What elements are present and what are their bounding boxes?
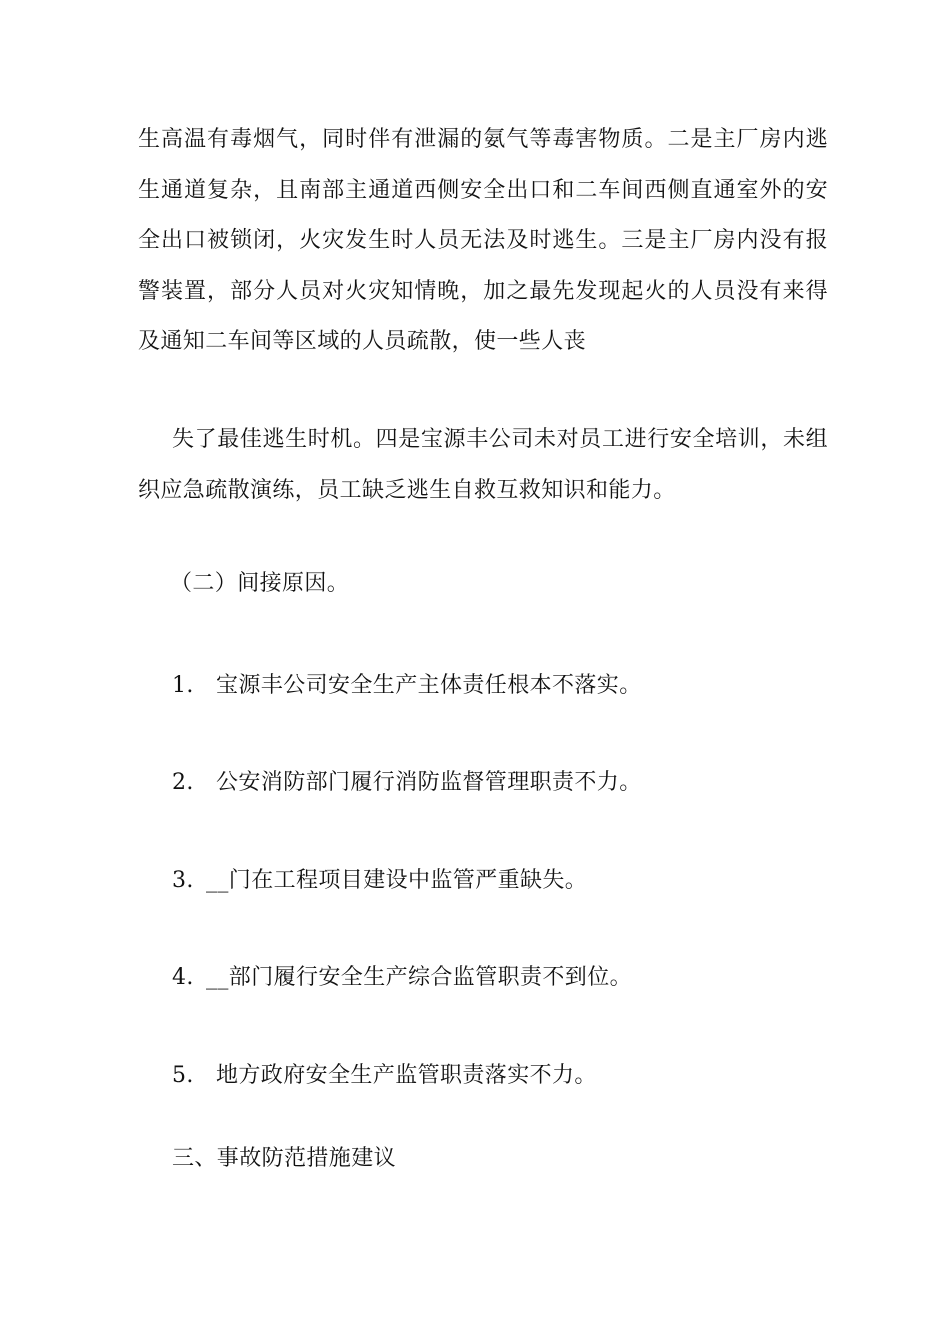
list-item-number: 4. [172,965,194,990]
list-item-text: 地方政府安全生产监管职责落实不力。 [216,1063,597,1088]
list-item [172,671,642,701]
list-item [172,963,632,993]
list-item [172,1061,597,1091]
list-item-text: __部门履行安全生产综合监管职责不到位。 [206,965,633,990]
section-heading: 三、事故防范措施建议 [172,1146,397,1171]
list-item-text: 宝源丰公司安全生产主体责任根本不落实。 [216,673,642,698]
body-paragraph-1: 生高温有毒烟气，同时伴有泄漏的氨气等毒害物质。二是主厂房内逃生通道复杂，且南部主通道西侧安全出口和二车间西侧直通室外的安全出口被锁闭，火灾发生时人员无法及时逃生。三是主厂房内没有报警装置，部分人员对火灾知情晚，加之最先发现起火的人员没有来得及通知二车间等区域的人员疏散，使一些人丧 [138,127,828,354]
list-item [172,768,642,798]
body-paragraph-2: 失了最佳逃生时机。四是宝源丰公司未对员工进行安全培训，未组织应急疏散演练，员工缺乏逃生自救互救知识和能力。 [138,427,828,503]
list-item-number: 2. [172,770,194,795]
list-item [172,866,587,896]
subheading-indirect-causes: （二）间接原因。 [170,571,350,596]
list-item-number: 5. [172,1063,194,1088]
list-item-text: __门在工程项目建设中监管严重缺失。 [206,868,588,893]
list-item-number: 3. [172,868,194,893]
list-item-number: 1. [172,673,194,698]
list-item-text: 公安消防部门履行消防监督管理职责不力。 [216,770,642,795]
